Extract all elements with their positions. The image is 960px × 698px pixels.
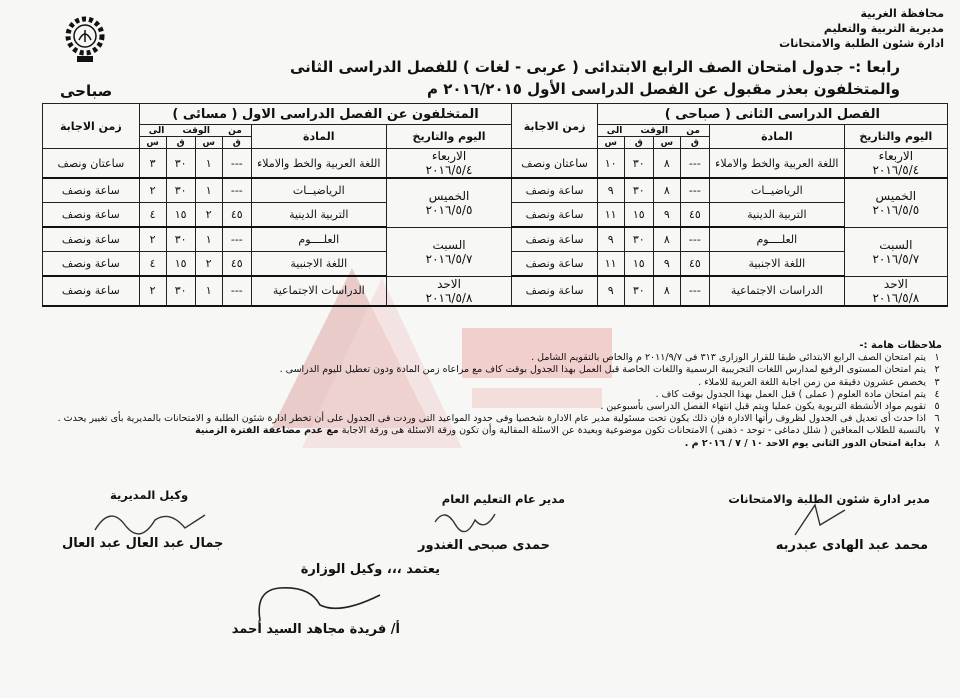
- from-hour-cell: ٨: [653, 276, 680, 306]
- duration-cell: ساعتان ونصف: [512, 149, 597, 179]
- subject-cell: اللغة الاجنبية: [709, 252, 844, 277]
- from-hour-cell: ٨: [653, 227, 680, 252]
- notes-section: [22, 340, 942, 450]
- duration-cell: ساعة ونصف: [512, 227, 597, 252]
- from-minute-cell: ---: [222, 149, 251, 179]
- from-label: من: [686, 125, 700, 136]
- duration-cell: ساعة ونصف: [43, 276, 140, 306]
- day-name: الاربعاء: [878, 149, 914, 163]
- signature-mark: [90, 500, 210, 540]
- from-hour-cell: ٩: [653, 252, 680, 277]
- day-date-cell: [386, 149, 512, 179]
- from-hour-cell: ٨: [653, 178, 680, 203]
- from-minute-cell: ---: [680, 227, 709, 252]
- to-hour-cell: ٤: [139, 203, 166, 228]
- to-hour-cell: ٩: [597, 276, 624, 306]
- subject-cell: التربية الدينية: [251, 203, 386, 228]
- note-item: ٥ تقويم مواد الأنشطة التربوية يكون عمليا ويتم قبل انتهاء الفصل الدراسى بأسبوعين .: [600, 401, 940, 413]
- duration-cell: ساعة ونصف: [512, 276, 597, 306]
- signature-mark: [250, 580, 390, 624]
- issuer-header: [714, 6, 944, 51]
- subject-cell: الرياضيــات: [709, 178, 844, 203]
- day-name: السبت: [432, 237, 466, 252]
- hour-header: س: [597, 137, 624, 149]
- evening-section-title: المتخلفون عن الفصل الدراسى الاول ( مسائى ): [139, 104, 512, 125]
- minute-header: ق: [222, 137, 251, 149]
- from-label: من: [228, 125, 242, 136]
- to-hour-cell: ٤: [139, 252, 166, 277]
- day-date-cell: [844, 276, 947, 306]
- duration-header: زمن الاجابة: [512, 104, 597, 149]
- from-hour-cell: ١: [195, 276, 222, 306]
- day-date-cell: [386, 227, 512, 276]
- from-hour-cell: ١: [195, 227, 222, 252]
- to-hour-cell: ٢: [139, 276, 166, 306]
- to-hour-cell: ٢: [139, 227, 166, 252]
- from-minute-cell: ---: [680, 276, 709, 306]
- to-label: الى: [148, 125, 165, 136]
- subject-header: المادة: [709, 125, 844, 149]
- signature-title: مدير ادارة شئون الطلبة والامتحانات: [728, 492, 930, 506]
- from-hour-cell: ٢: [195, 203, 222, 228]
- from-minute-cell: ٤٥: [222, 252, 251, 277]
- to-minute-cell: ٣٠: [166, 227, 195, 252]
- signature-name: حمدى صبحى الغندور: [417, 538, 550, 553]
- from-hour-cell: ١: [195, 178, 222, 203]
- day-header: اليوم والتاريخ: [386, 125, 512, 149]
- from-minute-cell: ---: [680, 178, 709, 203]
- schedule-row: [43, 276, 948, 306]
- approval-label: يعتمد ،،، وكيل الوزارة: [300, 562, 440, 577]
- subject-cell: التربية الدينية: [709, 203, 844, 228]
- to-minute-cell: ١٥: [624, 203, 653, 228]
- subject-cell: اللغة الاجنبية: [251, 252, 386, 277]
- hour-header: س: [195, 137, 222, 149]
- to-minute-cell: ٣٠: [624, 276, 653, 306]
- day-name: الاحد: [437, 276, 461, 291]
- signature-name: جمال عبد العال عبد العال: [62, 536, 224, 551]
- governorate: محافظة الغربية: [860, 7, 944, 20]
- day-header: اليوم والتاريخ: [844, 125, 947, 149]
- exam-date: ٢٠١٦/٥/٥: [425, 202, 473, 217]
- subject-cell: الدراسات الاجتماعية: [251, 276, 386, 306]
- subject-cell: اللغة العربية والخط والاملاء: [251, 149, 386, 179]
- to-hour-cell: ٣: [139, 149, 166, 179]
- time-header: [139, 125, 251, 137]
- day-name: الخميس: [875, 188, 917, 203]
- from-minute-cell: ٤٥: [680, 252, 709, 277]
- note-item: ٣ يخصص عشرون دقيقة من زمن اجابة اللغة العربية للاملاء .: [698, 376, 940, 388]
- note-item: ٦ اذا حدث أى تعديل فى الجدول لظروف رأتها الادارة فإن ذلك يكون تحت مسئولية مدير عام الادارة شخصيا وفى حدود المواعيد التى وردت فى الجدول على أن تخطر ادارة شئون الطلبة و الامتحانات بالمديرية بأى تغيير يحدث .: [57, 413, 940, 425]
- duration-cell: ساعة ونصف: [512, 252, 597, 277]
- to-minute-cell: ٣٠: [166, 178, 195, 203]
- to-minute-cell: ٣٠: [624, 149, 653, 179]
- day-name: السبت: [879, 237, 913, 252]
- minute-header: ق: [166, 137, 195, 149]
- from-minute-cell: ---: [222, 276, 251, 306]
- from-hour-cell: ١: [195, 149, 222, 179]
- duration-cell: ساعة ونصف: [43, 227, 140, 252]
- day-date-cell: [386, 178, 512, 227]
- note-item: ١ يتم امتحان الصف الرابع الابتدائى طبقا للقرار الوزارى ٣١٣ فى ٢٠١١/٩/٧ م والخاص بالتقويم الشامل .: [531, 352, 940, 364]
- day-date-cell: [844, 149, 947, 179]
- schedule-row: [43, 149, 948, 179]
- signature-title: وكيل المديرية: [110, 488, 189, 502]
- note-item: ٨ بداية امتحان الدور الثانى يوم الاحد ١٠ / ٧ / ٢٠١٦ م .: [684, 437, 940, 449]
- to-minute-cell: ١٥: [624, 252, 653, 277]
- to-label: الى: [606, 125, 623, 136]
- from-minute-cell: ٤٥: [222, 203, 251, 228]
- to-minute-cell: ١٥: [166, 252, 195, 277]
- day-date-cell: [844, 178, 947, 227]
- exam-date: ٢٠١٦/٥/٧: [872, 251, 920, 266]
- to-minute-cell: ١٥: [166, 203, 195, 228]
- notes-heading: ملاحظات هامة :-: [859, 340, 942, 351]
- exam-date: ٢٠١٦/٥/٧: [425, 251, 473, 266]
- to-hour-cell: ٩: [597, 227, 624, 252]
- subject-cell: الرياضيــات: [251, 178, 386, 203]
- minute-header: ق: [624, 137, 653, 149]
- minute-header: ق: [680, 137, 709, 149]
- exam-schedule-table: [42, 103, 948, 307]
- duration-cell: ساعة ونصف: [43, 252, 140, 277]
- duration-cell: ساعة ونصف: [43, 178, 140, 203]
- subject-cell: الدراسات الاجتماعية: [709, 276, 844, 306]
- subject-header: المادة: [251, 125, 386, 149]
- duration-cell: ساعة ونصف: [43, 203, 140, 228]
- to-hour-cell: ١٠: [597, 149, 624, 179]
- time-label: الوقت: [182, 125, 210, 136]
- subject-cell: اللغة العربية والخط والاملاء: [709, 149, 844, 179]
- schedule-row: [43, 178, 948, 203]
- from-minute-cell: ---: [222, 178, 251, 203]
- day-date-cell: [844, 227, 947, 276]
- hour-header: س: [653, 137, 680, 149]
- exam-date: ٢٠١٦/٥/٥: [872, 202, 920, 217]
- schedule-row: [43, 227, 948, 252]
- directorate: مديرية التربية والتعليم: [823, 22, 944, 35]
- duration-header: زمن الاجابة: [43, 104, 140, 149]
- subject-cell: العلــــوم: [709, 227, 844, 252]
- day-name: الخميس: [428, 188, 470, 203]
- day-name: الاحد: [883, 276, 908, 291]
- document-title: رابعا :- جدول امتحان الصف الرابع الابتدائى ( عربى - لغات ) للفصل الدراسى الثانى: [289, 58, 900, 76]
- ministry-logo: [62, 10, 108, 66]
- to-minute-cell: ٣٠: [624, 227, 653, 252]
- to-hour-cell: ٢: [139, 178, 166, 203]
- to-minute-cell: ٣٠: [624, 178, 653, 203]
- time-label: الوقت: [640, 125, 669, 136]
- document-subtitle: والمتخلفون بعذر مقبول عن الفصل الدراسى الأول ٢٠١٦/٢٠١٥ م: [426, 80, 900, 98]
- to-hour-cell: ٩: [597, 178, 624, 203]
- duration-cell: ساعتان ونصف: [43, 149, 140, 179]
- exam-date: ٢٠١٦/٥/٨: [872, 290, 920, 305]
- signature-mark: [430, 502, 500, 542]
- duration-cell: ساعة ونصف: [512, 178, 597, 203]
- note-item: ٢ يتم امتحان المستوى الرفيع لمدارس اللغات التجريبية الرسمية واللغات الخاصة قبل العمل بهذا الجدول بوقت كاف مع مراعاه زمن المادة ودون تعطيل لليوم الدراسى .: [279, 364, 940, 376]
- note-emphasis: مع عدم مضاعفة الفترة الزمنية: [195, 425, 339, 437]
- from-minute-cell: ---: [680, 149, 709, 179]
- note-item: ٤ يتم امتحان مادة العلوم ( عملى ) قبل العمل بهذا الجدول بوقت كاف .: [655, 388, 940, 400]
- exam-date: ٢٠١٦/٥/٤: [872, 163, 920, 177]
- day-name: الاربعاء: [431, 149, 467, 163]
- signature-title: مدير عام التعليم العام: [441, 492, 565, 506]
- signature-mark: [790, 500, 850, 540]
- signature-name: أ/ فريدة مجاهد السيد أحمد: [231, 622, 400, 637]
- duration-cell: ساعة ونصف: [512, 203, 597, 228]
- exam-date: ٢٠١٦/٥/٤: [425, 163, 473, 177]
- hour-header: س: [139, 137, 166, 149]
- department: ادارة شئون الطلبة والامتحانات: [779, 37, 944, 50]
- from-minute-cell: ---: [222, 227, 251, 252]
- morning-section-title: الفصل الدراسى الثانى ( صباحى ): [597, 104, 947, 125]
- from-hour-cell: ٨: [653, 149, 680, 179]
- session-label: صباحى: [60, 82, 113, 100]
- exam-date: ٢٠١٦/٥/٨: [425, 290, 473, 305]
- to-hour-cell: ١١: [597, 252, 624, 277]
- from-minute-cell: ٤٥: [680, 203, 709, 228]
- subject-cell: العلــــوم: [251, 227, 386, 252]
- to-minute-cell: ٣٠: [166, 276, 195, 306]
- to-hour-cell: ١١: [597, 203, 624, 228]
- day-date-cell: [386, 276, 512, 306]
- from-hour-cell: ٢: [195, 252, 222, 277]
- to-minute-cell: ٣٠: [166, 149, 195, 179]
- note-item: ٧ بالنسبة للطلاب المعاقين ( شلل دماغى - توحد - ذهنى ) الامتحانات تكون موضوعية وبعيدة عن الاسئلة المقالية وأن تكون ورقة الاسئلة هى ورقة الاجابة مع عدم مضاعفة الفترة الزمنية: [195, 425, 940, 437]
- time-header: [597, 125, 709, 137]
- from-hour-cell: ٩: [653, 203, 680, 228]
- signature-name: محمد عبد الهادى عبدربه: [775, 538, 928, 553]
